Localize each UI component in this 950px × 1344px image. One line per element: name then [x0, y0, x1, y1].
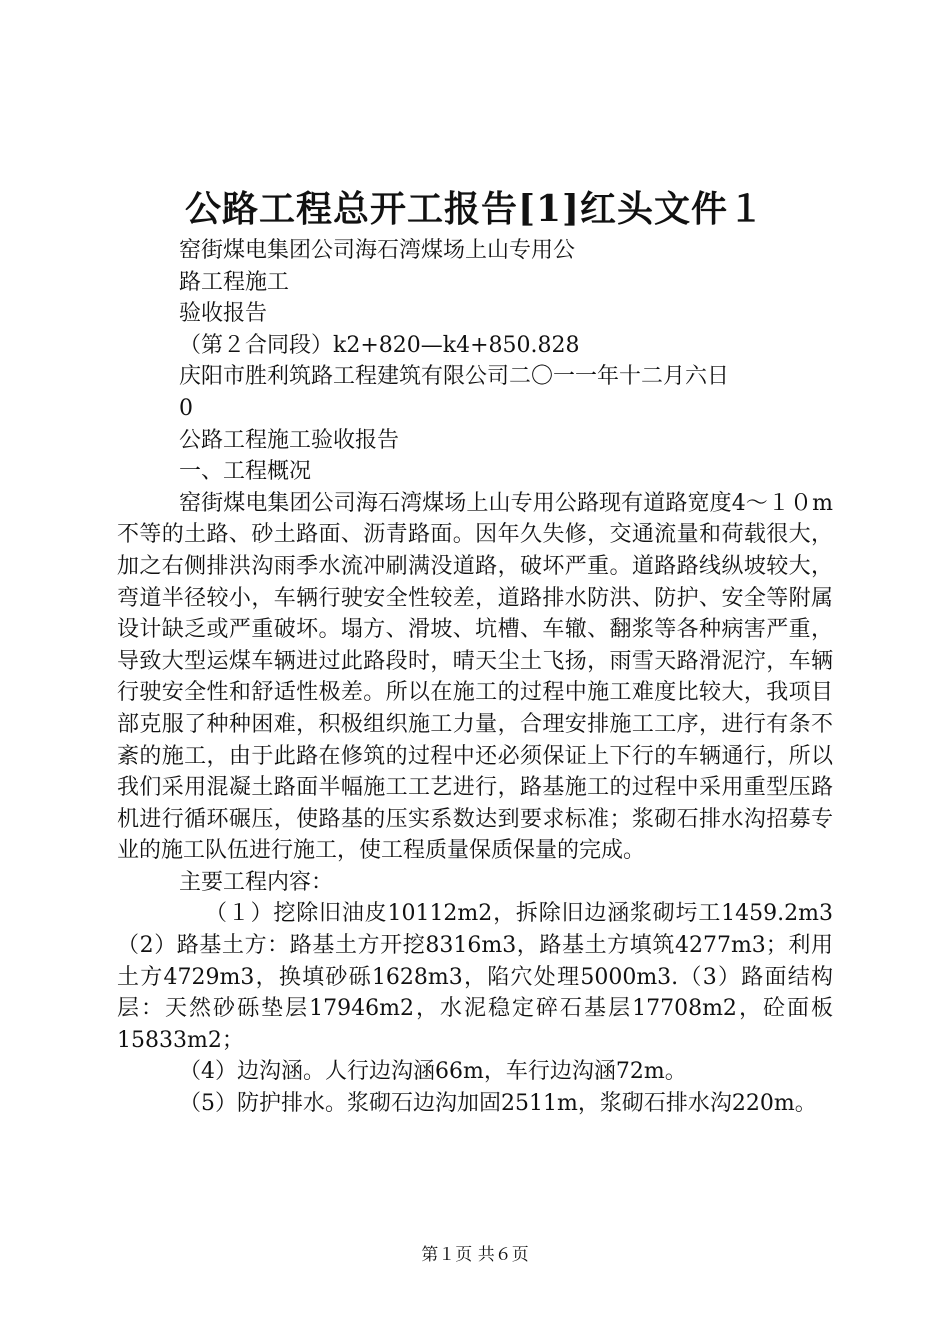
header-line-project: 路工程施工: [179, 269, 290, 295]
main-content-heading: 主要工程内容：: [179, 869, 334, 895]
header-line-unit: 窑街煤电集团公司海石湾煤场上山专用公: [179, 238, 576, 263]
header-line-contract-section: （第２合同段）k2+820—k4+850.828: [179, 332, 580, 358]
header-line-report: 验收报告: [179, 301, 268, 327]
header-line-company-date: 庆阳市胜利筑路工程建筑有限公司二〇一一年十二月六日: [179, 364, 730, 390]
item-5-paragraph: （5）防护排水。浆砌石边沟加固2511m，浆砌石排水沟220m。: [179, 1091, 817, 1117]
document-title: 公路工程总开工报告[1]红头文件１: [184, 188, 766, 230]
page-footer: 第１页 共６页: [421, 1245, 529, 1265]
items-paragraph: （１）挖除旧油皮10112m2，拆除旧边涵浆砌圬工1459.2m3（2）路基土方：路基土方开挖8316m3，路基土方填筑4277m3；利用土方4729m3，换填砂砾1628m3，陷穴处理5000m3.（3）路面结构层：天然砂砾垫层17946m2，水泥稳定碎石基层17708m2，砼面板15833m2；: [117, 901, 833, 1053]
item-4-paragraph: （4）边沟涵。人行边沟涵66m，车行边沟涵72m。: [179, 1059, 687, 1085]
overview-paragraph: 窑街煤电集团公司海石湾煤场上山专用公路现有道路宽度4～１０m不等的土路、砂土路面、沥青路面。因年久失修，交通流量和荷载很大，加之右侧排洪沟雨季水流冲刷满没道路，破坏严重。道路路线纵坡较大，弯道半径较小，车辆行驶安全性较差，道路排水防洪、防护、安全等附属设计缺乏或严重破坏。塌方、滑坡、坑槽、车辙、翻浆等各种病害严重，导致大型运煤车辆进过此路段时，晴天尘土飞扬，雨雪天路滑泥泞，车辆行驶安全性和舒适性极差。所以在施工的过程中施工难度比较大，我项目部克服了种种困难，积极组织施工力量，合理安排施工工序，进行有条不紊的施工，由于此路在修筑的过程中还必须保证上下行的车辆通行，所以我们采用混凝土路面半幅施工工艺进行，路基施工的过程中采用重型压路机进行循环碾压，使路基的压实系数达到要求标准；浆砌石排水沟招募专业的施工队伍进行施工，使工程质量保质保量的完成。: [117, 490, 833, 864]
header-line-zero: 0: [179, 395, 193, 421]
document-body: [117, 235, 833, 1120]
section-report-title: 公路工程施工验收报告: [179, 427, 400, 453]
section-heading-overview: 一、工程概况: [179, 459, 312, 485]
